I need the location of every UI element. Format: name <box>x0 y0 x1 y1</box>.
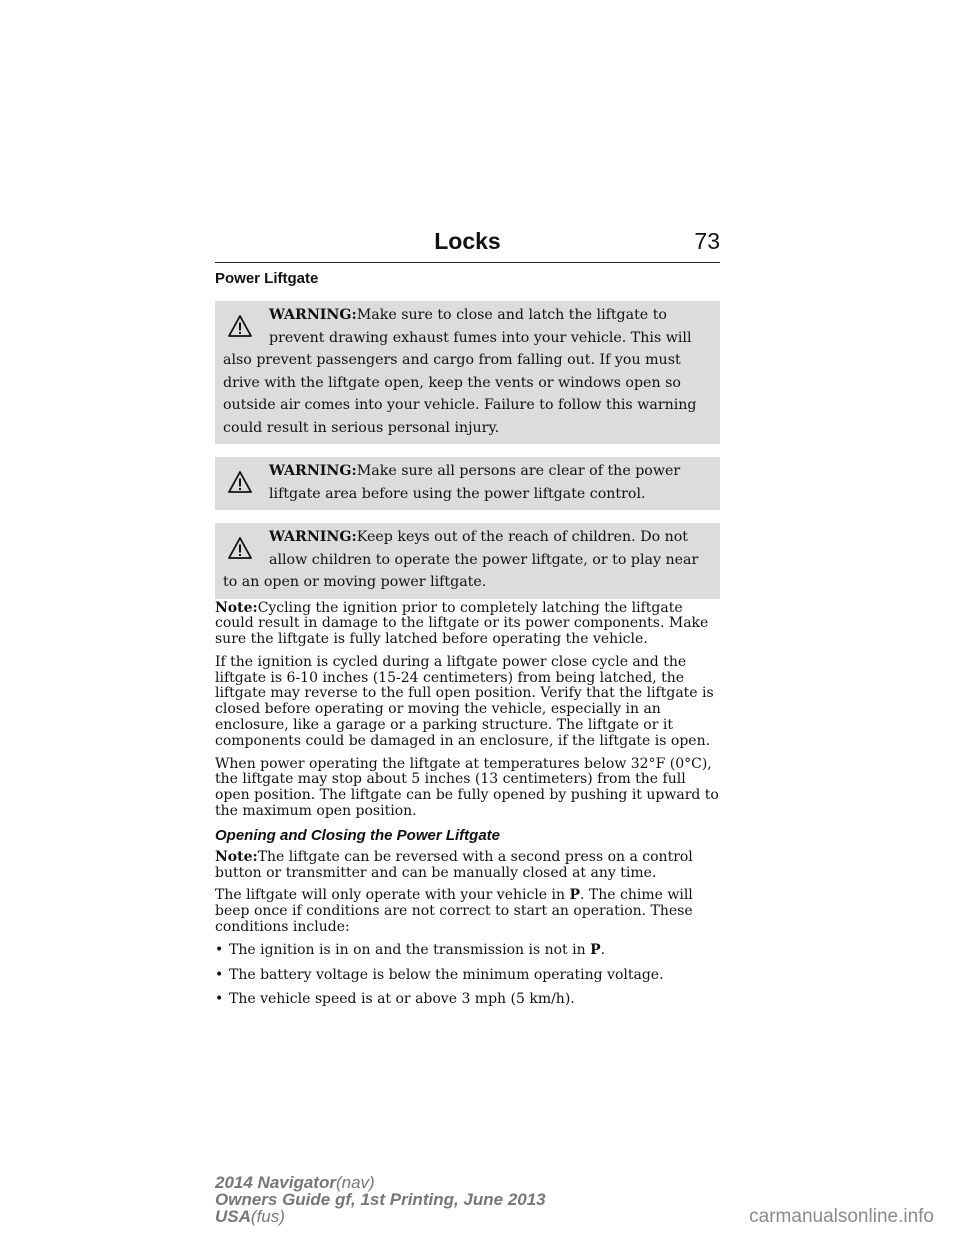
text-run: . <box>600 941 606 958</box>
page-number: 73 <box>694 228 720 254</box>
gear-position: P <box>569 887 581 904</box>
gear-position: P <box>590 941 601 958</box>
list-item-text: The vehicle speed is at or above 3 mph (5 km/h). <box>229 991 575 1008</box>
subsection-heading: Opening and Closing the Power Liftgate <box>215 826 501 844</box>
note-paragraph <box>215 850 720 882</box>
footer-model: 2014 Navigator <box>215 1173 336 1192</box>
watermark: carmanualsonline.info <box>749 1206 934 1227</box>
warning-box <box>215 523 720 599</box>
section-title: Locks <box>434 228 501 254</box>
warning-text: Make sure all persons are clear of the power liftgate area before using the power liftgate control. <box>269 463 681 502</box>
warning-box <box>215 301 720 444</box>
list-item <box>215 943 720 959</box>
warning-triangle-icon <box>228 470 252 494</box>
warning-text: Make sure to close and latch the liftgate to prevent drawing exhaust fumes into your vehicle. This will also prevent passengers and cargo from falling out. If you must drive with the liftgate open, keep the vents or windows open so outside air comes into your vehicle. Failure to follow this warning could result in serious personal injury. <box>223 307 697 436</box>
warning-label: WARNING: <box>269 529 357 545</box>
page-content <box>215 270 720 1017</box>
note-label: Note: <box>215 599 258 616</box>
footer-printing: Owners Guide gf, 1st Printing, June 2013 <box>215 1190 546 1209</box>
text-run: . The chime will beep once if conditions are not correct to start an operation. These conditions include: <box>215 887 693 936</box>
note-text: Cycling the ignition prior to completely latching the liftgate could result in damage to the liftgate or its power components. Make sure the liftgate is fully latched before operating the vehicle. <box>215 599 709 648</box>
body-paragraph: If the ignition is cycled during a liftgate power close cycle and the liftgate is 6-10 inches (15-24 centimeters) from being latched, the liftgate may reverse to the full open position. Verify that the liftgate is closed before operating or moving the vehicle, especially in an enclosure, like a garage or a parking structure. The liftgate or it components could be damaged in an enclosure, if the liftgate is open. <box>215 653 714 749</box>
body-paragraph <box>215 888 720 935</box>
warning-label: WARNING: <box>269 307 357 323</box>
bullet-icon: • <box>215 991 224 1008</box>
list-item-text: The battery voltage is below the minimum operating voltage. <box>229 966 664 983</box>
bullet-icon: • <box>215 966 224 983</box>
body-paragraph: When power operating the liftgate at temperatures below 32°F (0°C), the liftgate may stop about 5 inches (13 centimeters) from the full open position. The liftgate can be fully opened by pushing it upward to the maximum open position. <box>215 755 719 820</box>
footer-market: USA <box>215 1207 251 1226</box>
warning-triangle-icon <box>228 314 252 338</box>
note-text: The liftgate can be reversed with a second press on a control button or transmitter and can be manually closed at any time. <box>215 848 693 881</box>
conditions-list <box>215 943 720 1008</box>
page-header <box>215 228 720 263</box>
list-item-text: The ignition is in on and the transmission is not in <box>229 941 591 958</box>
warning-box <box>215 457 720 510</box>
warning-text: Keep keys out of the reach of children. Do not allow children to operate the power liftgate, or to play near to an open or moving power liftgate. <box>223 529 699 590</box>
footer-model-code: (nav) <box>335 1173 375 1192</box>
list-item <box>215 992 720 1008</box>
note-paragraph <box>215 601 720 648</box>
warning-triangle-icon <box>228 536 252 560</box>
page-footer <box>215 1174 546 1225</box>
list-item <box>215 968 720 984</box>
footer-market-code: (fus) <box>250 1207 285 1226</box>
note-label: Note: <box>215 848 258 865</box>
bullet-icon: • <box>215 941 224 958</box>
text-run: The liftgate will only operate with your vehicle in <box>215 887 570 904</box>
warning-label: WARNING: <box>269 463 357 479</box>
section-heading: Power Liftgate <box>215 270 319 287</box>
